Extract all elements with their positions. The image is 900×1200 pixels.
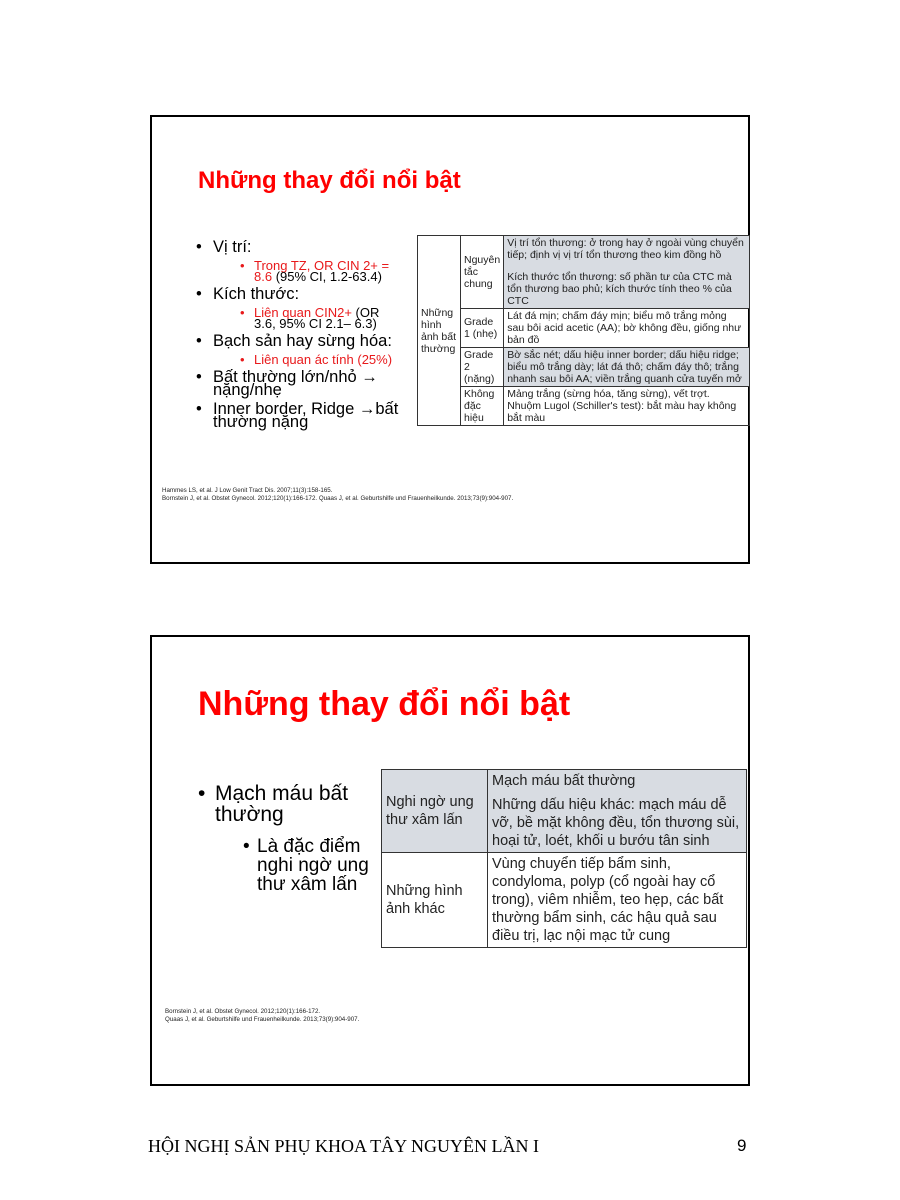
sub-bullet-black-text: (95% CI, 1.2-63.4) — [272, 269, 382, 284]
table-row-label: Nguyên tắc chung — [461, 236, 504, 309]
sub-bullet-text: Là đặc điểm nghi ngờ ung thư xâm lấn — [257, 836, 369, 895]
table-row-label: Grade 1 (nhẹ) — [461, 309, 504, 348]
footer-conference-title: HỘI NGHỊ SẢN PHỤ KHOA TÂY NGUYÊN LẦN I — [148, 1136, 539, 1156]
slide-2-table — [381, 769, 747, 948]
table-row-label: Nghi ngờ ung thư xâm lấn — [382, 770, 488, 853]
bullet-location — [196, 238, 401, 284]
slide-2-title: Những thay đổi nổi bật — [198, 685, 571, 723]
reference-line: Hammes LS, et al. J Low Genit Tract Dis. 2007;11(3):158-165. — [162, 487, 333, 494]
slide-1-bullet-list — [196, 238, 401, 431]
bullet-text: Vị trí: — [213, 238, 252, 256]
table-desc-text: Những dấu hiệu khác: mạch máu dễ vỡ, bề mặt không đều, tổn thương sùi, hoại tử, loét, khối u bướu tân sinh — [492, 797, 740, 849]
bullet-inner-border — [196, 400, 401, 431]
slide-2-bullet-list — [198, 783, 378, 894]
table-row-label: Không đặc hiệu — [461, 387, 504, 426]
sub-bullet-red-text: Liên quan ác tính (25%) — [254, 352, 393, 367]
table-row-desc: Bờ sắc nét; dấu hiệu inner border; dấu hiệu ridge; biểu mô trắng dày; lát đá thô; chấm đáy thô; trắng nhanh sau bôi AA; viền trắng quanh cửa tuyến mở — [504, 348, 750, 387]
sub-bullet-red-text: Trong TZ, OR CIN 2+ = 8.6 — [254, 258, 390, 284]
bullet-abnormal-grade — [196, 368, 401, 399]
table-row-label: Những hình ảnh khác — [382, 853, 488, 948]
bullet-leukoplakia — [196, 332, 401, 367]
bullet-text: Inner border, Ridge →bất thường nặng — [213, 400, 399, 431]
slide-2 — [150, 635, 750, 1086]
reference-line: Bornstein J, et al. Obstet Gynecol. 2012;120(1):166-172. Quaas J, et al. Geburtshilfe und Frauenheilkunde. 2013;73(9):904-907. — [162, 495, 514, 502]
table-row-label: Grade 2 (nặng) — [461, 348, 504, 387]
slide-1-title: Những thay đổi nổi bật — [198, 167, 461, 194]
table-desc-text: Mạch máu bất thường — [492, 773, 636, 789]
table-group-label: Những hình ảnh bất thường — [418, 236, 461, 426]
table-row-desc — [504, 236, 750, 309]
bullet-text: Bất thường lớn/nhỏ → nặng/nhẹ — [213, 368, 378, 399]
slide-1-table — [417, 235, 750, 426]
bullet-size — [196, 285, 401, 331]
table-row-desc: Lát đá mịn; chấm đáy mịn; biểu mô trắng mỏng sau bôi acid acetic (AA); bờ không đều, giống như bản đồ — [504, 309, 750, 348]
sub-bullet — [240, 354, 401, 365]
table-desc-text: Vị trí tổn thương: ở trong hay ở ngoài vùng chuyển tiếp; định vị vị trí tổn thương theo kim đồng hồ — [507, 237, 744, 261]
bullet-text: Kích thước: — [213, 285, 300, 303]
table-row-desc — [488, 770, 747, 853]
slide-1-references — [162, 487, 513, 503]
bullet-abnormal-vessels — [198, 783, 378, 894]
table-row-desc: Mảng trắng (sừng hóa, tăng sừng), vết trợt. Nhuộm Lugol (Schiller's test): bắt màu hay không bắt màu — [504, 387, 750, 426]
slide-1 — [150, 115, 750, 564]
bullet-text: Bạch sản hay sừng hóa: — [213, 332, 392, 350]
reference-line: Quaas J, et al. Geburtshilfe und Frauenheilkunde. 2013;73(9):904-907. — [165, 1016, 360, 1023]
page-number: 9 — [737, 1136, 747, 1155]
sub-bullet — [240, 260, 401, 282]
table-row-desc: Vùng chuyển tiếp bẩm sinh, condyloma, polyp (cổ ngoài hay cổ trong), viêm nhiễm, teo hẹp, các bất thường bẩm sinh, các hậu quả sau điều trị, lạc nội mạc tử cung — [488, 853, 747, 948]
bullet-text: Mạch máu bất thường — [215, 782, 349, 826]
sub-bullet — [240, 307, 401, 329]
sub-bullet-red-text: Liên quan CIN2+ — [254, 305, 352, 320]
reference-line: Bornstein J, et al. Obstet Gynecol. 2012;120(1):166-172. — [165, 1008, 321, 1015]
sub-bullet — [243, 837, 378, 894]
slide-2-references — [165, 1008, 359, 1024]
table-desc-text: Kích thước tổn thương: số phần tư của CTC mà tổn thương bao phủ; kích thước tính theo % của CTC — [507, 271, 732, 307]
sub-bullet-black-text: (OR 3.6, 95% CI 2.1– 6.3) — [254, 305, 380, 331]
